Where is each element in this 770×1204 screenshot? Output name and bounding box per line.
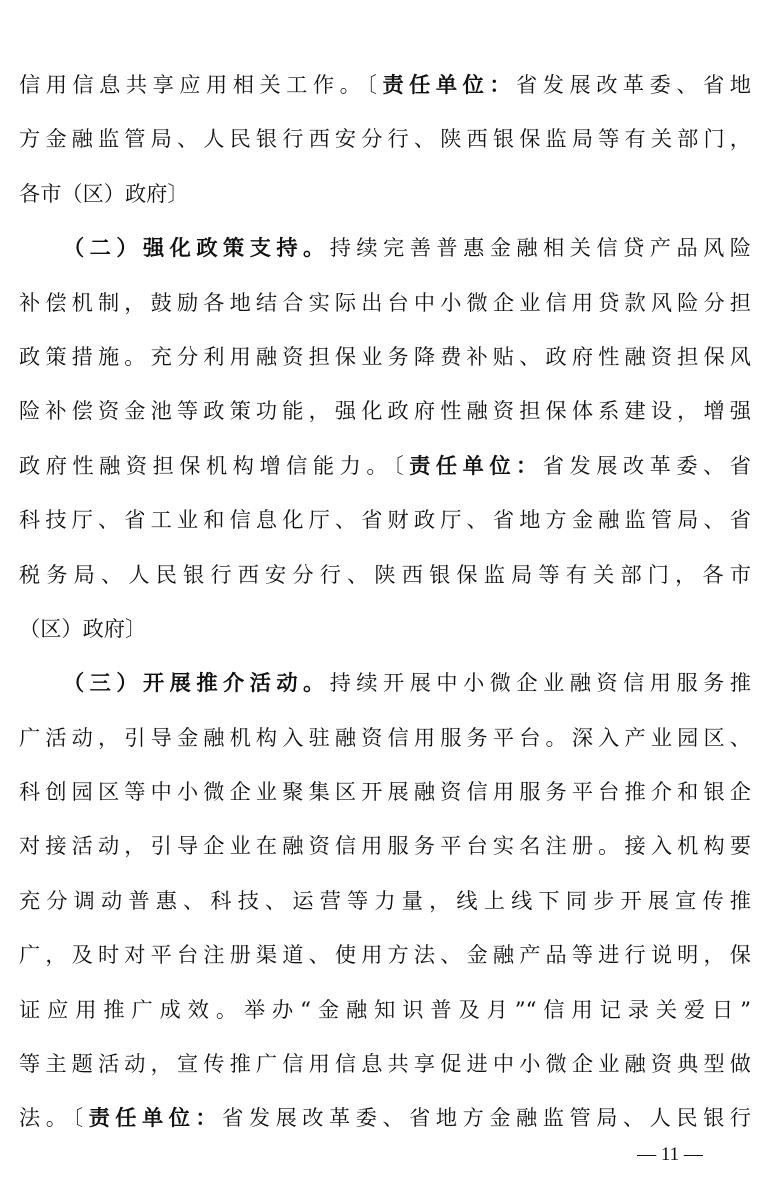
text-line: 补偿机制，鼓励各地结合实际出台中小微企业信用贷款风险分担 xyxy=(19,289,751,315)
text-run: 省发展改革委、省地方金融监管局、人民银行 xyxy=(222,1105,751,1131)
text-line xyxy=(19,439,751,493)
text-run: 持续开展中小微企业融资信用服务推 xyxy=(329,670,751,696)
section-heading: （三）开展推介活动。 xyxy=(63,670,330,696)
text-line: 各市（区）政府〕 xyxy=(19,180,189,206)
text-line: 证应用推广成效。举办“金融知识普及月”“信用记录关爱日” xyxy=(19,996,751,1022)
text-line xyxy=(19,1091,751,1145)
text-line: 充分调动普惠、科技、运营等力量，线上线下同步开展宣传推 xyxy=(19,887,751,913)
text-line xyxy=(19,656,751,710)
text-run: 持续完善普惠金融相关信贷产品风险 xyxy=(329,235,751,261)
text-run: 省发展改革委、省 xyxy=(542,452,751,478)
responsibility-label: 责任单位： xyxy=(382,72,517,97)
text-line xyxy=(19,58,751,112)
page-number: — 11 — xyxy=(637,1144,703,1165)
text-line xyxy=(19,221,751,275)
text-run: 信用信息共享应用相关工作。〔 xyxy=(19,72,383,97)
text-run: 法。〔 xyxy=(19,1105,89,1131)
text-line: 方金融监管局、人民银行西安分行、陕西银保监局等有关部门， xyxy=(19,126,751,152)
section-heading: （二）强化政策支持。 xyxy=(63,235,330,261)
text-line: 对接活动，引导企业在融资信用服务平台实名注册。接入机构要 xyxy=(19,833,751,859)
text-run: 省发展改革委、省地 xyxy=(516,72,751,97)
text-line: 政策措施。充分利用融资担保业务降费补贴、政府性融资担保风 xyxy=(19,343,751,369)
text-line: 科技厅、省工业和信息化厅、省财政厅、省地方金融监管局、省 xyxy=(19,507,751,533)
text-line: 广活动，引导金融机构入驻融资信用服务平台。深入产业园区、 xyxy=(19,724,751,750)
text-line: 税务局、人民银行西安分行、陕西银保监局等有关部门，各市 xyxy=(19,561,751,587)
text-line: 科创园区等中小微企业聚集区开展融资信用服务平台推介和银企 xyxy=(19,779,751,805)
document-page xyxy=(19,58,751,1146)
text-line: （区）政府〕 xyxy=(19,615,147,641)
text-line: 广，及时对平台注册渠道、使用方法、金融产品等进行说明，保 xyxy=(19,942,751,968)
text-run: 政府性融资担保机构增信能力。〔 xyxy=(19,452,410,478)
text-line: 等主题活动，宣传推广信用信息共享促进中小微企业融资典型做 xyxy=(19,1051,751,1077)
responsibility-label: 责任单位： xyxy=(409,452,543,478)
text-line: 险补偿资金池等政策功能，强化政府性融资担保体系建设，增强 xyxy=(19,398,751,424)
responsibility-label: 责任单位： xyxy=(88,1105,223,1131)
